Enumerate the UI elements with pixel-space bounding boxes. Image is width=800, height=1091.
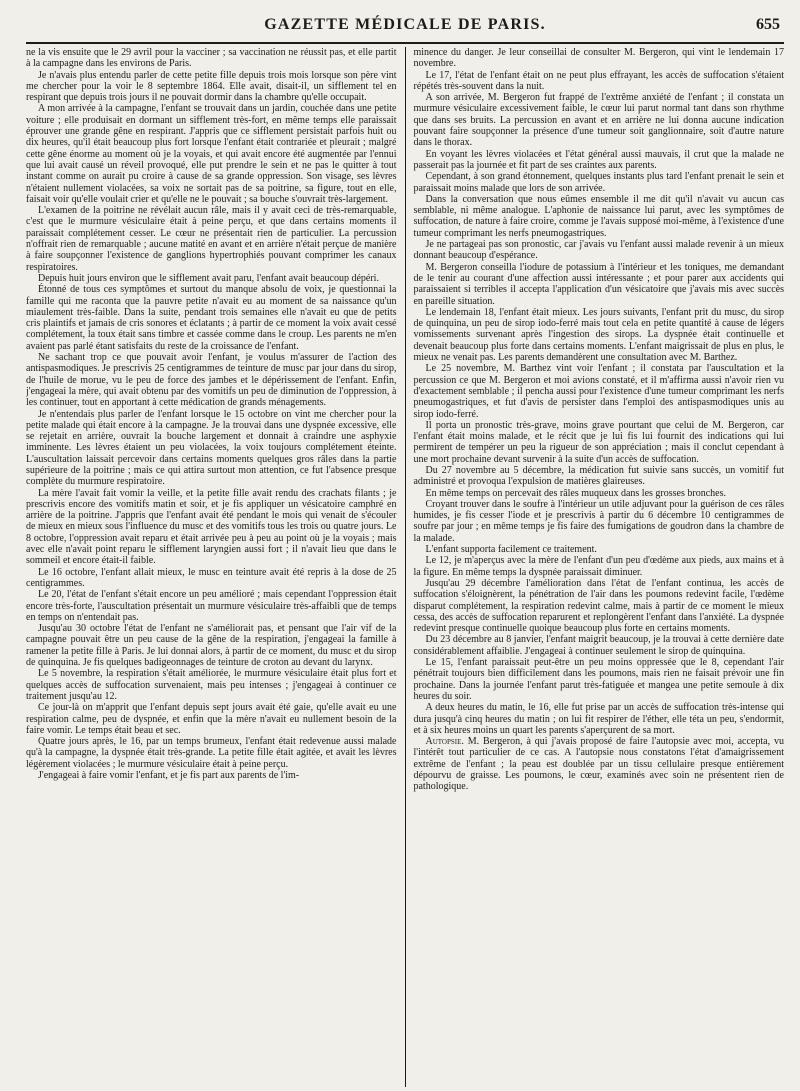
paragraph: Le 15, l'enfant paraissait peut-être un peu moins oppressée que le 8, cependant l'air pénétrait toujours bien difficilement dans les poumons, mais rien ne faisait prévoir une fin prochaine. Dans la journée l'enfant parut très-fatiguée et mangea une petite semoule à dix heures du soir.	[413, 657, 784, 702]
paragraph: A son arrivée, M. Bergeron fut frappé de l'extrême anxiété de l'enfant ; il constata un murmure vésiculaire excessivement faible, le cœur lui parut normal tant dans son rhythme que dans ses bruits. La percussion en avant et en arrière ne lui donna aucune indication pouvant faire soupçonner la présence d'une tumeur soit ganglionnaire, soit d'autre nature dans le thorax.	[413, 92, 784, 149]
paragraph: Le 12, je m'aperçus avec la mère de l'enfant d'un peu d'œdème aux pieds, aux mains et à la figure. En même temps la dyspnée paraissait diminuer.	[413, 555, 784, 578]
right-column-paragraphs	[413, 47, 784, 736]
paragraph: La mère l'avait fait vomir la veille, et la petite fille avait rendu des crachats filants ; je prescrivis encore des vomitifs matin et soir, et je fis appliquer un vésicatoire camphré en arrière de la poitrine. J'appris que l'enfant avait été pendant le mois qui venait de s'écouler de mieux en mieux sous l'influence du musc et des vomitifs tous les trois ou quatre jours. Le 8 octobre, l'oppression avait reparu et était arrivée peu à peu au point où je la voyais ; mais avec elle n'avait point reparu le sifflement laryngien aussi fort ; il n'avait lieu que dans le sommeil et encore était-il faible.	[26, 487, 397, 567]
column-divider	[405, 47, 406, 1087]
paragraph: En voyant les lèvres violacées et l'état général aussi mauvais, il crut que la malade ne passerait pas la journée et fit part de ses craintes aux parents.	[413, 148, 784, 171]
running-title: GAZETTE MÉDICALE DE PARIS.	[264, 16, 546, 33]
paragraph: Ce jour-là on m'apprit que l'enfant depuis sept jours avait été gaie, qu'elle avait eu une respiration calme, peu de dyspnée, et enfin que la mère n'avait eu nullement besoin de la faire vomir. Le temps était beau et sec.	[26, 702, 397, 736]
paragraph: L'examen de la poitrine ne révélait aucun râle, mais il y avait ceci de très-remarquable, c'est que le murmure vésiculaire était à peine perçu, et que dans certains moments il paraissait complétement cesser. Le cœur ne présentait rien de particulier. La percussion n'offrait rien de remarquable ; aucune matité en avant et en arrière n'était perçue de manière à faire soupçonner l'existence de ganglions hypertrophiés pouvant comprimer les canaux respiratoires.	[26, 205, 397, 273]
paragraph: Quatre jours après, le 16, par un temps brumeux, l'enfant était redevenue aussi malade qu'à la campagne, la dyspnée était très-grande. La petite fille était agitée, et avait les lèvres légèrement violacées ; le murmure vésiculaire était à peine perçu.	[26, 736, 397, 770]
paragraph: M. Bergeron conseilla l'iodure de potassium à l'intérieur et les toniques, me demandant de le tenir au courant d'une affection aussi intéressante ; et pour parer aux accidents qui paraissaient si terribles il accepta l'application d'un vésicatoire que j'avais mis avec succès en pareille situation.	[413, 261, 784, 307]
paragraph: Dans la conversation que nous eûmes ensemble il me dit qu'il n'avait vu aucun cas semblable, ni même analogue. L'aphonie de naissance lui parut, avec les symptômes de suffocation, de nature à faire croire, comme je l'avais supposé moi-même, à l'existence d'une tumeur comprimant les nerfs pneumogastriques.	[413, 193, 784, 239]
paragraph: Le 20, l'état de l'enfant s'était encore un peu amélioré ; mais cependant l'oppression était encore très-forte, l'auscultation présentait un murmure vésiculaire très-affaibli que de temps en temps on n'entendait pas.	[26, 589, 397, 623]
paragraph: Jusqu'au 30 octobre l'état de l'enfant ne s'améliorait pas, et pensant que l'air vif de la campagne pouvait être un peu cause de la gêne de la respiration, j'engageai la famille à ramener la petite fille à Paris. Je lui donnai alors, à partir de ce moment, du musc et du sirop de quinquina. Je fis quelques badigeonnages de teinture de croton au devant du larynx.	[26, 623, 397, 669]
paragraph: Je ne partageai pas son pronostic, car j'avais vu l'enfant aussi malade revenir à un mieux donnant beaucoup d'espérance.	[413, 239, 784, 262]
paragraph: L'enfant supporta facilement ce traitement.	[425, 544, 597, 556]
autopsy-paragraph	[413, 736, 784, 792]
paragraph: Ne sachant trop ce que pouvait avoir l'enfant, je voulus m'assurer de l'action des antispasmodiques. Je prescrivis 25 centigrammes de teinture de musc par jour dans du sirop, de l'huile de morue, vu le peu de force des jambes et le dépérissement de l'enfant. Enfin, j'engageai la mère, qui avait obtenu par des vomitifs un peu de diminution de l'oppression, à les continuer, tout en apportant à cette médication de grands ménagements.	[26, 352, 397, 409]
right-column	[413, 47, 784, 1087]
paragraph: Depuis huit jours environ que le sifflement avait paru, l'enfant avait beaucoup dépéri.	[38, 272, 379, 284]
paragraph: Du 27 novembre au 5 décembre, la médication fut suivie sans succès, un vomitif fut administré et provoqua l'expulsion de matières glaireuses.	[413, 464, 784, 488]
paragraph: Il porta un pronostic très-grave, moins grave pourtant que celui de M. Bergeron, car l'enfant était moins malade, et le récit que je lui fis lui fournit des indications qui lui permirent de tempérer un peu la rigueur de son appréciation ; mais il conclut cependant à une mort prochaine devant survenir à la suite d'un accès de suffocation.	[413, 419, 784, 465]
paragraph: Du 23 décembre au 8 janvier, l'enfant maigrit beaucoup, je la trouvai à cette dernière date considérablement affaiblie. J'engageai à continuer seulement le sirop de quinquina.	[413, 634, 784, 657]
paragraph: Jusqu'au 29 décembre l'amélioration dans l'état de l'enfant continua, les accès de suffocation s'éloignèrent, la pénétration de l'air dans les poumons redevint facile, l'œdème disparut complétement, la respiration redevint calme, mais à partir de ce moment le mieux cessa, des accès de suffocation reparurent et replongèrent l'enfant dans l'anxiété. La dyspnée redevint presque continuelle quoique beaucoup plus forte en certains moments.	[413, 577, 784, 635]
paragraph: Croyant trouver dans le soufre à l'intérieur un utile adjuvant pour la guérison de ces râles humides, je fis cesser l'iode et je prescrivis à partir du 6 décembre 10 centigrammes de soufre par jour ; en même temps je fis faire des fumigations de goudron dans la chambre de la malade.	[413, 498, 784, 544]
paragraph: Le 16 octobre, l'enfant allait mieux, le musc en teinture avait été repris à la dose de 25 centigrammes.	[26, 566, 397, 589]
autopsy-label: Autopsie.	[425, 736, 464, 748]
autopsy-text: M. Bergeron, à qui j'avais proposé de faire l'autopsie avec moi, accepta, vu l'intérêt tout particulier de ce cas. A l'autopsie nous constatons l'état d'amaigrissement extrême de l'enfant ; la peau est doublée par un tissu cellulaire presque entièrement dépourvu de graisse. Les poumons, le cœur, examinés avec soin ne présentent rien de pathologique.	[413, 736, 784, 793]
paragraph: minence du danger. Je leur conseillai de consulter M. Bergeron, qui vint le lendemain 17 novembre.	[413, 47, 784, 70]
paragraph: Le lendemain 18, l'enfant était mieux. Les jours suivants, l'enfant prit du musc, du sirop de quinquina, un peu de sirop iodo-ferré mais tout cela en petite quantité à cause de légers vomissements survenant après l'ingestion des sirops. La dyspnée était continuelle et devenait beaucoup plus forte dans certains moments. L'enfant maigrissait de plus en plus, le mieux ne venait pas. Les parents demandèrent une consultation avec M. Barthez.	[413, 306, 784, 364]
page-number: 655	[756, 16, 780, 33]
paragraph: Cependant, à son grand étonnement, quelques instants plus tard l'enfant prenait le sein et paraissait moins malade que lors de son arrivée.	[413, 171, 784, 194]
paragraph: J'engageai à faire vomir l'enfant, et je fis part aux parents de l'im-	[38, 770, 300, 781]
paragraph: Le 5 novembre, la respiration s'était améliorée, le murmure vésiculaire était plus fort et quelques accès de suffocation survenaient, mais peu intenses ; j'engageai à continuer ce traitement jusqu'au 12.	[26, 668, 397, 702]
header-rule	[26, 42, 784, 44]
paragraph: Le 17, l'état de l'enfant était on ne peut plus effrayant, les accès de suffocation s'étaient répétés très-souvent dans la nuit.	[413, 69, 784, 92]
paragraph: Je n'avais plus entendu parler de cette petite fille depuis trois mois lorsque son père vint me chercher pour la voir le 8 septembre 1864. Elle avait, disait-il, un sifflement tel en respirant que depuis trois jours il ne pouvait dormir dans la chambre qu'elle occupait.	[26, 69, 397, 104]
paragraph: Je n'entendais plus parler de l'enfant lorsque le 15 octobre on vint me chercher pour la petite malade qui était encore à la campagne. Je la trouvai dans une dyspnée excessive, elle se rejetait en arrière, ouvrait la bouche largement et donnait à craindre une asphyxie imminente. Les lèvres étaient un peu violacées, la voix toujours complétement éteinte. L'auscultation laissait percevoir dans certains moments quelques gros râles dans la partie supérieure de la poitrine ; mais ce qui attira surtout mon attention, ce fut l'absence presque complète du murmure respiratoire.	[26, 408, 397, 488]
two-column-body	[26, 47, 784, 1087]
paragraph: A mon arrivée à la campagne, l'enfant se trouvait dans un jardin, couchée dans une petite voiture ; elle produisait en dormant un sifflement très-fort, en même temps elle paraissait éprouver une grande gêne en respirant. J'appris que ce sifflement persistait parfois huit ou dix heures, qu'il était beaucoup plus fort lorsque l'enfant était contrariée et pleurait ; malgré cette gêne énorme au moment où je la voyais, et qui avait encore été augmentée par l'ennui que lui avait causé un réveil provoqué, elle put prendre le sein et ne pas le quitter à tout instant comme on aurait pu croire à cause de sa grande oppression. Son visage, ses lèvres n'étaient nullement violacées, sa voix ne sortait pas de sa poitrine, sa figure, tout en elle, faisait voir qu'elle voulait crier et qu'elle ne le pouvait ; sa bouche s'ouvrait très-largement.	[26, 103, 397, 205]
paragraph: ne la vis ensuite que le 29 avril pour la vacciner ; sa vaccination ne réussit pas, et elle partit à la campagne dans les environs de Paris.	[26, 47, 397, 70]
paragraph: Le 25 novembre, M. Barthez vint voir l'enfant ; il constata par l'auscultation et la percussion ce que M. Bergeron et moi avions constaté, et il m'affirma aussi n'avoir rien vu d'exactement semblable ; il pencha aussi pour l'existence d'une tumeur comprimant les nerfs pneumogastriques, et fut d'avis de persister dans l'emploi des antispasmodiques unis au sirop iodo-ferré.	[413, 363, 784, 420]
paragraph: En même temps on percevait des râles muqueux dans les grosses bronches.	[425, 487, 726, 499]
left-column	[26, 47, 397, 1087]
paragraph: Étonné de tous ces symptômes et surtout du manque absolu de voix, je questionnai la famille qui me raconta que la pauvre petite n'avait eu au moment de sa naissance qu'un miaulement très-faible. Dans la suite, pendant trois semaines elle n'avait eu que de petits cris plaintifs et jamais de cris sonores et éclatants ; à partir de ce moment la voix avait cessé complétement, la toux était sans timbre et cassée comme dans le croup. Les parents ne m'en avaient pas parlé étant satisfaits du reste de la croissance de l'enfant.	[26, 284, 397, 352]
page-header	[26, 14, 784, 42]
paragraph: A deux heures du matin, le 16, elle fut prise par un accès de suffocation très-intense qui dura jusqu'à cinq heures du matin ; on lui fit respirer de l'éther, elle téta un peu, s'endormit, et à six heures moins un quart les parents s'aperçurent de sa mort.	[413, 702, 784, 736]
